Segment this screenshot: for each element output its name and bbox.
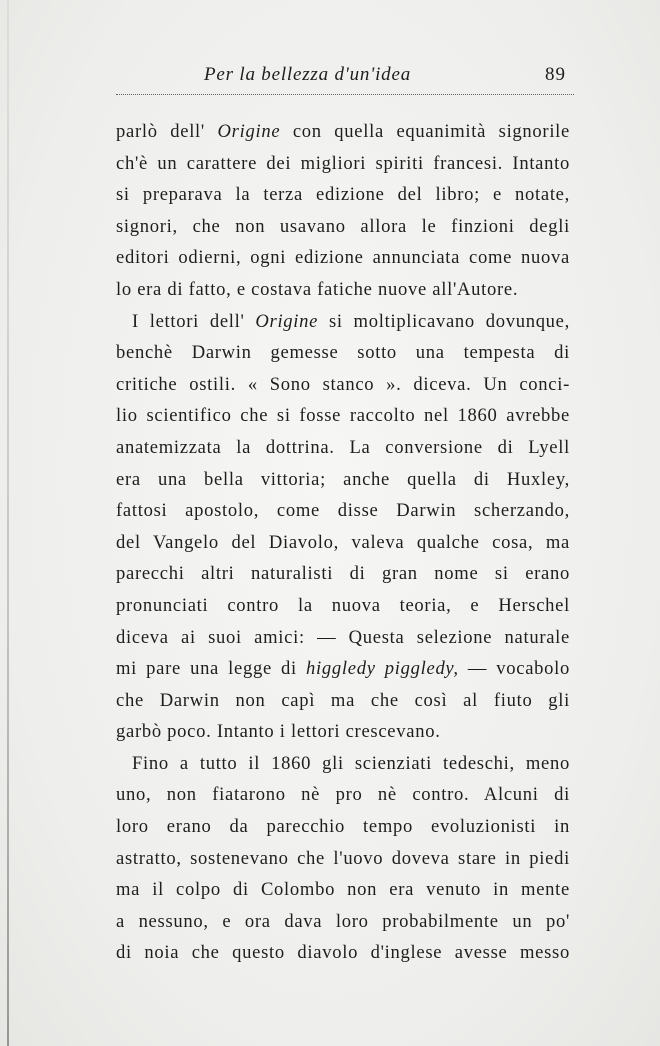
text-line: ch'è un carattere dei migliori spiriti francesi. Intanto	[116, 152, 570, 174]
page-number: 89	[545, 64, 566, 85]
text-line: a nessuno, e ora dava loro probabilmente un po'	[116, 910, 570, 932]
text-line: Fino a tutto il 1860 gli scienziati tedeschi, meno	[132, 752, 570, 774]
text-line: parecchi altri naturalisti di gran nome si erano	[116, 563, 570, 585]
text-line: ma il colpo di Colombo non era venuto in mente	[116, 879, 570, 901]
text-line: parlò dell' Origine con quella equanimità signorile	[116, 121, 571, 142]
text-line: astratto, sostenevano che l'uovo doveva stare in piedi	[116, 847, 570, 869]
text-line: anatemizzata la dottrina. La conversione di Lyell	[116, 436, 570, 458]
text-line: che Darwin non capì ma che così al fiuto gli	[116, 689, 570, 711]
text-line: I lettori dell' Origine si moltiplicavano dovunque,	[132, 310, 570, 332]
text-line: diceva ai suoi amici: — Questa selezione naturale	[116, 626, 570, 648]
text-line: uno, non fiatarono nè pro nè contro. Alcuni di	[116, 784, 570, 806]
text-line: lio scientifico che si fosse raccolto nel 1860 avrebbe	[116, 405, 570, 427]
text-line: lo era di fatto, e costava fatiche nuove all'Autore.	[116, 278, 519, 300]
page-spine-edge	[7, 0, 9, 1046]
text-line: garbò poco. Intanto i lettori crescevano.	[116, 721, 441, 743]
body-text	[116, 116, 570, 969]
running-title: Per la bellezza d'un'idea	[204, 64, 412, 85]
text-line: era una bella vittoria; anche quella di Huxley,	[116, 468, 570, 490]
text-line: di noia che questo diavolo d'inglese avesse messo	[116, 942, 570, 964]
text-line: si preparava la terza edizione del libro; e notate,	[116, 184, 570, 206]
text-line: pronunciati contro la nuova teoria, e Herschel	[116, 594, 570, 616]
running-head	[116, 60, 570, 92]
text-line: editori odierni, ogni edizione annunciata come nuova	[116, 247, 570, 269]
text-line: benchè Darwin gemesse sotto una tempesta di	[116, 342, 570, 364]
text-line: fattosi apostolo, come disse Darwin scherzando,	[116, 500, 570, 522]
text-line: del Vangelo del Diavolo, valeva qualche cosa, ma	[116, 531, 570, 553]
text-line: mi pare una legge di higgledy piggledy, — vocabolo	[116, 658, 571, 680]
text-line: signori, che non usavano allora le finzioni degli	[116, 215, 570, 237]
text-line: critiche ostili. « Sono stanco ». diceva. Un conci-	[116, 373, 570, 395]
text-line: loro erano da parecchio tempo evoluzionisti in	[116, 816, 570, 838]
header-rule	[116, 94, 574, 95]
